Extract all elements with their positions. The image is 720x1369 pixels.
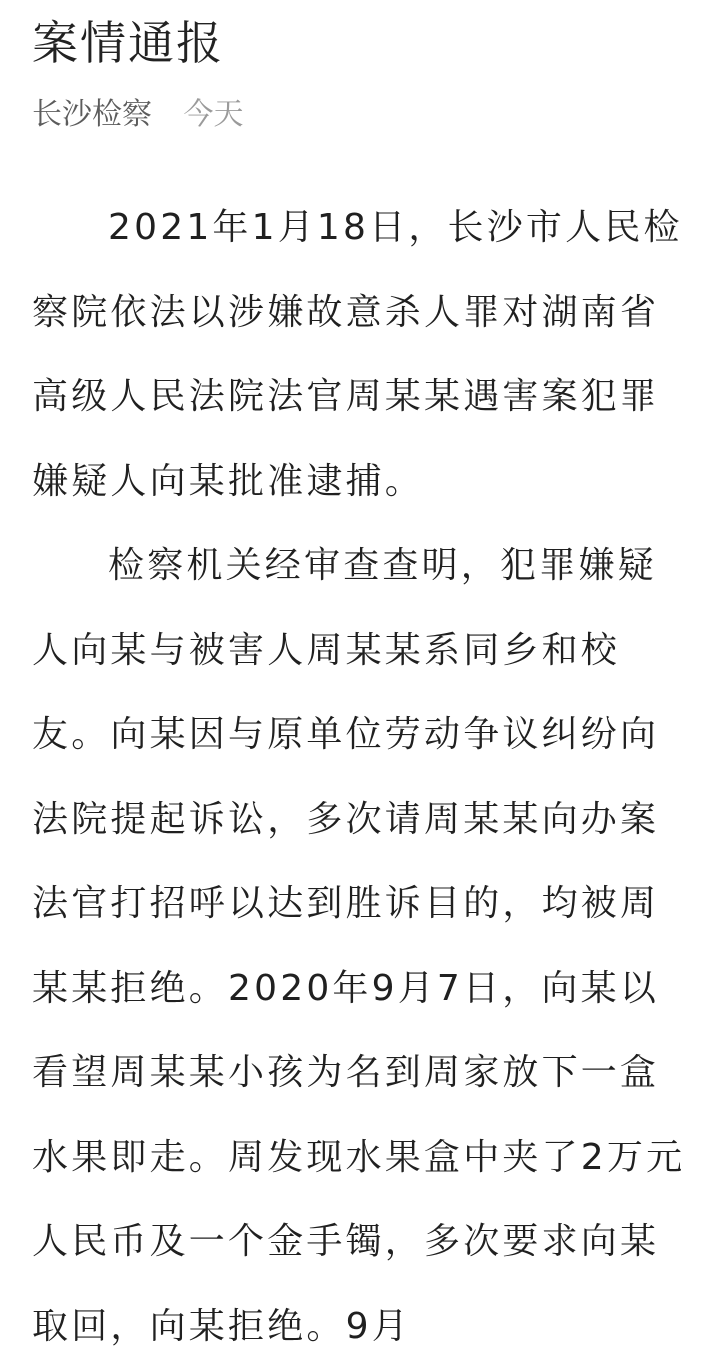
article-source[interactable]: 长沙检察 — [32, 97, 152, 132]
article-date: 今天 — [183, 97, 244, 132]
article-body — [32, 186, 688, 1369]
article-paragraph-2: 检察机关经审查查明，犯罪嫌疑人向某与被害人周某某系同乡和校友。向某因与原单位劳动争议纠纷向法院提起诉讼，多次请周某某向办案法官打招呼以达到胜诉目的，均被周某某拒绝。2020年9月7日，向某以看望周某某小孩为名到周家放下一盒水果即走。周发现水果盒中夹了2万元人民币及一个金手镯，多次要求向某取回，向某拒绝。9月 — [32, 545, 686, 1347]
article-paragraph-1: 2021年1月18日，长沙市人民检察院依法以涉嫌故意杀人罪对湖南省高级人民法院法官周某某遇害案犯罪嫌疑人向某批准逮捕。 — [32, 207, 683, 502]
article-meta — [32, 97, 688, 132]
article-title: 案情通报 — [32, 16, 224, 70]
